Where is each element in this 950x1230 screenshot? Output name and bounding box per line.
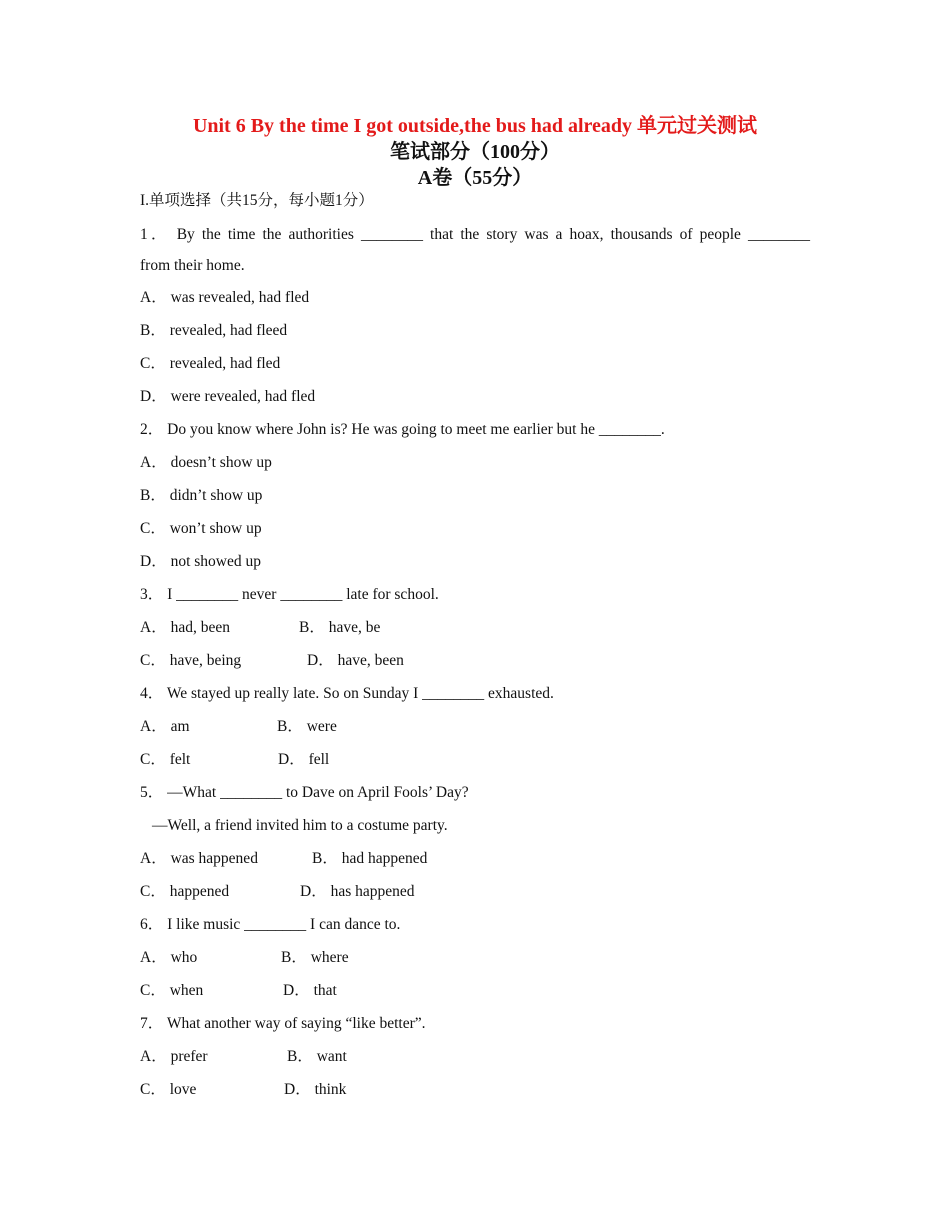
question-7-stem: 7． What another way of saying “like better”. [140,1015,426,1032]
question-6-stem: 6． I like music ________ I can dance to. [140,916,401,933]
question-4-stem: 4． We stayed up really late. So on Sunday I ________ exhausted. [140,685,554,702]
question-2-stem: 2． Do you know where John is? He was going to meet me earlier but he ________. [140,421,665,438]
question-7-option-d: D． think [284,1081,347,1098]
question-3-stem: 3． I ________ never ________ late for school. [140,586,439,603]
question-2-option-c: C． won’t show up [140,520,262,537]
question-4-option-b: B． were [277,718,337,735]
document-subtitle: 笔试部分（100分） [390,141,560,163]
question-5-option-a: A． was happened [140,850,258,867]
question-1-stem-continued: from their home. [140,257,245,274]
question-7-option-b: B． want [287,1048,347,1065]
question-1-stem: 1． By the time the authorities ________ that the story was a hoax, thousands of people ________ [140,226,810,243]
question-1-option-c: C． revealed, had fled [140,355,281,372]
question-3-option-a: A． had, been [140,619,230,636]
question-6-option-a: A． who [140,949,198,966]
part-heading: I.单项选择（共15分，每小题1分） [140,192,374,209]
document-title: Unit 6 By the time I got outside,the bus had already 单元过关测试 [192,115,758,137]
question-6-option-b: B． where [281,949,349,966]
question-1-option-b: B． revealed, had fleed [140,322,288,339]
question-3-option-d: D． have, been [307,652,404,669]
question-5-stem-continued: —Well, a friend invited him to a costume party. [152,817,448,834]
question-3-option-b: B． have, be [299,619,381,636]
question-1-option-a: A． was revealed, had fled [140,289,310,306]
question-4-option-a: A． am [140,718,190,735]
section-title: A卷（55分） [417,167,533,189]
question-5-option-b: B． had happened [312,850,428,867]
question-2-option-b: B． didn’t show up [140,487,263,504]
question-1-option-d: D． were revealed, had fled [140,388,316,405]
question-5-option-d: D． has happened [300,883,415,900]
question-7-option-a: A． prefer [140,1048,208,1065]
question-6-option-c: C． when [140,982,204,999]
question-2-option-d: D． not showed up [140,553,261,570]
question-6-option-d: D． that [283,982,337,999]
question-2-option-a: A． doesn’t show up [140,454,272,471]
question-5-stem: 5． —What ________ to Dave on April Fools’ Day? [140,784,469,801]
question-5-option-c: C． happened [140,883,230,900]
question-4-option-c: C． felt [140,751,191,768]
question-3-option-c: C． have, being [140,652,242,669]
question-4-option-d: D． fell [278,751,330,768]
question-7-option-c: C． love [140,1081,197,1098]
